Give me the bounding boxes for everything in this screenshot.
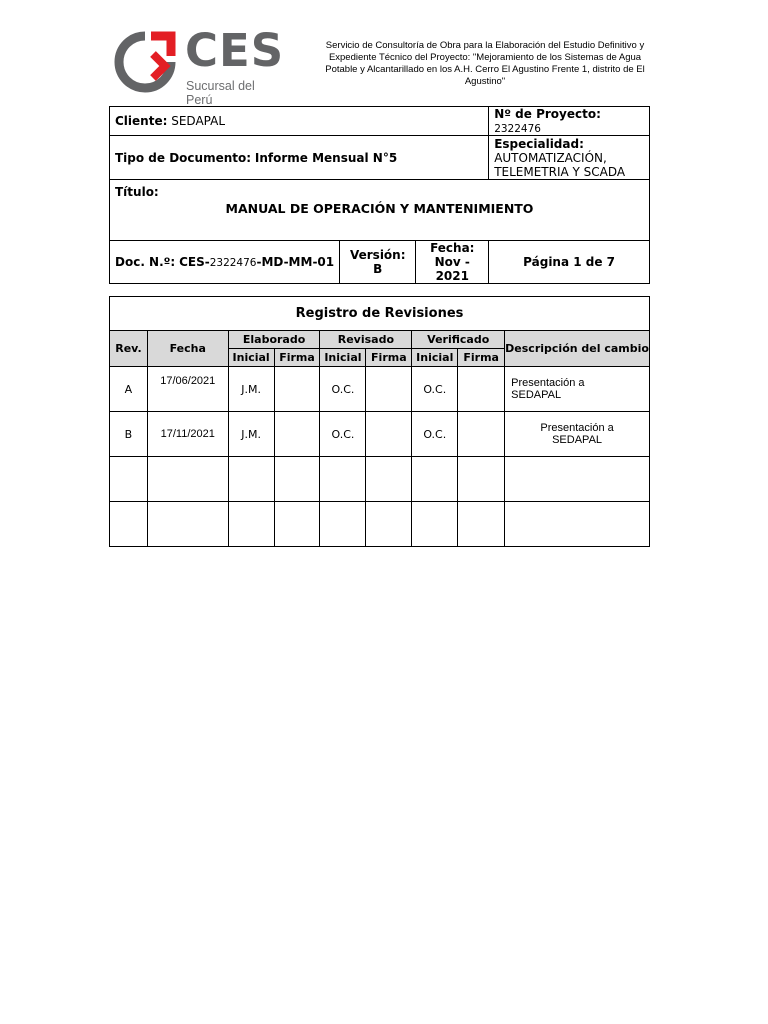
ver-firma-cell	[458, 502, 505, 547]
pagina-value: Página 1 de 7	[523, 255, 616, 269]
table-row	[110, 412, 650, 457]
document-title: MANUAL DE OPERACIÓN Y MANTENIMIENTO	[225, 201, 534, 216]
col-descripcion: Descripción del cambio	[505, 331, 650, 367]
col-fecha: Fecha	[147, 331, 228, 367]
elab-firma-cell	[274, 502, 320, 547]
doc-number: 2322476	[209, 257, 257, 269]
fecha-cell	[147, 502, 228, 547]
descripcion-cell: Presentación a SEDAPAL	[505, 412, 650, 457]
titulo-label: Título:	[115, 185, 159, 199]
ver-firma-cell	[458, 457, 505, 502]
table-row	[110, 367, 650, 412]
tipo-value: Informe Mensual N°5	[254, 150, 398, 165]
proyecto-label: Nº de Proyecto:	[494, 107, 601, 121]
version-cell	[340, 241, 416, 284]
doc-suffix: -MD-MM-01	[256, 255, 335, 269]
table-row	[110, 502, 650, 547]
elab-inicial-cell: J.M.	[228, 367, 274, 412]
ver-firma-cell	[458, 367, 505, 412]
tipo-documento-cell	[110, 136, 489, 180]
descripcion-cell: Presentación a SEDAPAL	[505, 367, 650, 412]
version-label: Versión:	[349, 248, 406, 262]
doc-prefix: CES-	[179, 255, 210, 269]
rev-firma-cell	[366, 502, 412, 547]
table-row	[110, 457, 650, 502]
ver-inicial-cell	[412, 457, 458, 502]
titulo-cell	[110, 180, 650, 241]
col-elab-firma: Firma	[274, 349, 320, 367]
fecha-value: Nov - 2021	[434, 255, 470, 283]
rev-inicial-cell	[320, 502, 366, 547]
logo-name: CES	[185, 24, 285, 77]
revisions-caption: Registro de Revisiones	[110, 297, 650, 331]
ver-inicial-cell	[412, 502, 458, 547]
elab-inicial-cell	[228, 457, 274, 502]
ces-logo-icon	[113, 30, 177, 94]
pagina-cell	[489, 241, 650, 284]
col-revisado: Revisado	[320, 331, 412, 349]
ver-inicial-cell: O.C.	[412, 412, 458, 457]
document-info-table	[109, 106, 650, 284]
fecha-label: Fecha:	[430, 241, 475, 255]
revisions-table	[109, 296, 650, 547]
version-value: B	[373, 262, 383, 276]
col-elaborado: Elaborado	[228, 331, 320, 349]
fecha-cell: 17/11/2021	[147, 412, 228, 457]
rev-inicial-cell: O.C.	[320, 412, 366, 457]
elab-firma-cell	[274, 457, 320, 502]
especialidad-value: AUTOMATIZACIÓN, TELEMETRIA Y SCADA	[494, 150, 626, 179]
logo-subtitle: Sucursal del Perú	[186, 79, 255, 107]
col-elab-inicial: Inicial	[228, 349, 274, 367]
col-rev: Rev.	[110, 331, 148, 367]
rev-firma-cell	[366, 367, 412, 412]
rev-cell: A	[110, 367, 148, 412]
proyecto-cell	[489, 107, 650, 136]
project-description: Servicio de Consultoría de Obra para la Elaboración del Estudio Definitivo y Expediente Técnico del Proyecto: "Mejoramiento de los Sistemas de Agua Potable y Alcantarillado en los A.H. Cerro El Agustino Frente 1, distrito de El Agustino"	[325, 40, 645, 87]
rev-inicial-cell	[320, 457, 366, 502]
col-verificado: Verificado	[412, 331, 505, 349]
fecha-cell	[416, 241, 489, 284]
rev-cell	[110, 502, 148, 547]
tipo-label: Tipo de Documento:	[115, 150, 252, 165]
rev-firma-cell	[366, 412, 412, 457]
elab-firma-cell	[274, 367, 320, 412]
rev-firma-cell	[366, 457, 412, 502]
rev-cell	[110, 457, 148, 502]
proyecto-value: 2322476	[494, 123, 541, 135]
especialidad-cell	[489, 136, 650, 180]
elab-inicial-cell: J.M.	[228, 412, 274, 457]
cliente-label: Cliente:	[115, 114, 168, 128]
doc-label: Doc. N.º:	[115, 255, 176, 269]
descripcion-cell	[505, 457, 650, 502]
especialidad-label: Especialidad:	[494, 136, 584, 151]
fecha-cell	[147, 457, 228, 502]
col-ver-firma: Firma	[458, 349, 505, 367]
ver-inicial-cell: O.C.	[412, 367, 458, 412]
descripcion-cell	[505, 502, 650, 547]
elab-firma-cell	[274, 412, 320, 457]
col-rev-firma: Firma	[366, 349, 412, 367]
doc-number-cell	[110, 241, 340, 284]
col-rev-inicial: Inicial	[320, 349, 366, 367]
rev-inicial-cell: O.C.	[320, 367, 366, 412]
company-logo	[113, 24, 285, 107]
elab-inicial-cell	[228, 502, 274, 547]
col-ver-inicial: Inicial	[412, 349, 458, 367]
cliente-value: SEDAPAL	[171, 114, 226, 128]
ver-firma-cell	[458, 412, 505, 457]
cliente-cell	[110, 107, 489, 136]
rev-cell: B	[110, 412, 148, 457]
fecha-cell: 17/06/2021	[147, 367, 228, 412]
